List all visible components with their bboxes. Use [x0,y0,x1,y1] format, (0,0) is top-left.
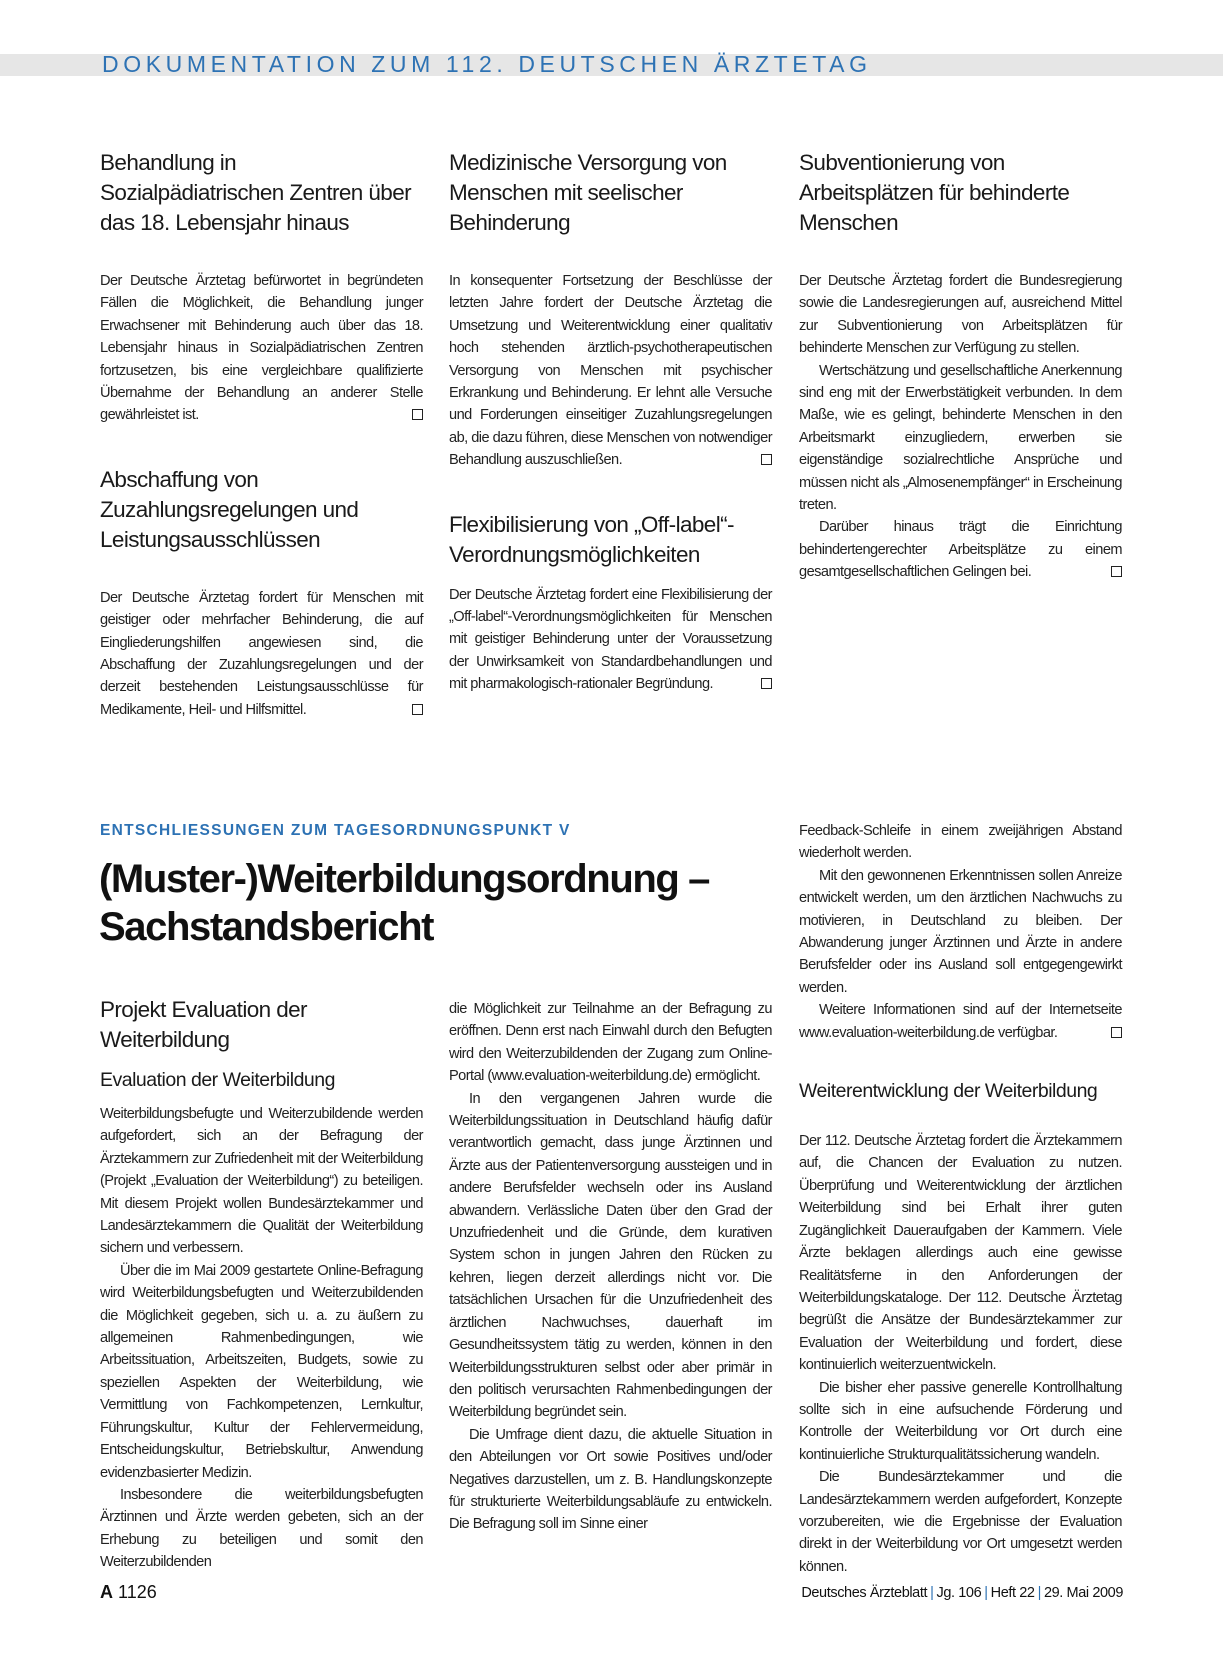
end-mark-icon [412,704,423,715]
journal-name: Deutsches Ärzteblatt [801,1585,928,1601]
top-column-1 [100,148,423,721]
end-mark-icon [412,409,423,420]
article-paragraph: Darüber hinaus trägt die Einrichtung behindertengerechter Arbeitsplätze zu einem gesamtgesellschaftlichen Gelingen bei. [799,519,1122,581]
bottom-column-3 [799,820,1122,1578]
journal-date: 29. Mai 2009 [1043,1585,1123,1601]
section-kicker: ENTSCHLIESSUNGEN ZUM TAGESORDNUNGSPUNKT V [100,822,571,839]
end-mark-icon [1111,566,1122,577]
top-column-2 [449,148,772,696]
section-heading: Projekt Evaluation der Weiterbildung [100,997,307,1052]
article-heading: Subventionierung von Arbeitsplätzen für behinderte Menschen [799,150,1070,235]
subsection-heading: Evaluation der Weiterbildung [100,1069,335,1091]
article-body: Der Deutsche Ärztetag befürwortet in begründeten Fällen die Möglichkeit, die Behandlung junger Erwachsener mit Behinderung auch über das 18. Lebensjahr hinaus in Sozialpädiatrischen Zentren fortzusetzen, bis eine vergleichbare qualifizierte Übernahme der Behandlung an anderer Stelle gewährleistet ist. [100,273,423,424]
journal-citation: Deutsches Ärzteblatt | Jg. 106 | Heft 22 | 29. Mai 2009 [801,1585,1123,1601]
article-paragraph: Die Umfrage dient dazu, die aktuelle Situation in den Abteilungen vor Ort sowie Positives und/oder Negatives darzustellen, um z. B. Handlungskonzepte für strukturierte Weiterbildungsabläufe zu entwickeln. Die Befragung soll im Sinne einer [449,1426,772,1533]
article-paragraph: In den vergangenen Jahren wurde die Weiterbildungssituation in Deutschland häufig dafür verantwortlich gemacht, dass junge Ärztinnen und Ärzte aus der Patientenversorgung aussteigen und in andere Berufsfelder wechseln oder ins Ausland abwandern. Verlässliche Daten über den Grad der Unzufriedenheit und die Gründe, dem kurativen System schon in jungen Jahren den Rücken zu kehren, liegen derzeit allerdings nicht vor. Die tatsächlichen Ursachen für die Unzufriedenheit des ärztlichen Nachwuchses, dauerhaft im Gesundheitssystem tätig zu werden, können in den Weiterbildungsstrukturen selbst oder aber primär in den politisch verursachten Rahmenbedingungen der Weiterbildung begründet sein. [449,1090,772,1421]
end-mark-icon [761,454,772,465]
main-title: (Muster-)Weiterbildungsordnung – Sachstandsbericht [99,857,709,949]
article-paragraph: Der Deutsche Ärztetag fordert die Bundesregierung sowie die Landesregierungen auf, ausreichend Mittel zur Subventionierung von Arbeitsplätzen für behinderte Menschen zur Verfügung zu stellen. [799,273,1122,357]
article-paragraph: Die Bundesärztekammer und die Landesärztekammern werden aufgefordert, Konzepte vorzubereiten, wie die Ergebnisse der Evaluation direkt in der Weiterbildung vor Ort umgesetzt werden können. [799,1469,1122,1575]
section-heading: Weiterentwicklung der Weiterbildung [799,1080,1098,1103]
article-paragraph: Über die im Mai 2009 gestartete Online-Befragung wird Weiterbildungsbefugten und Weiterzubildenden die Möglichkeit gegeben, sich u. a. zu äußern zu allgemeinen Rahmenbedingungen, wie Arbeitssituation, Arbeitszeiten, Budgets, sowie zu speziellen Aspekten der Weiterbildung, wie Vermittlung von Fachkompetenzen, Lernkultur, Führungskultur, Kultur der Fehlervermeidung, Entscheidungskultur, Betriebskultur, Anwendung evidenzbasierter Medizin. [100,1262,423,1481]
article-paragraph: Insbesondere die weiterbildungsbefugten Ärztinnen und Ärzte werden gebeten, sich an der Erhebung zu beteiligen und somit den Weiterzubildenden [100,1486,423,1571]
article-heading: Behandlung in Sozialpädiatrischen Zentren über das 18. Lebensjahr hinaus [100,150,411,235]
article-body: Der Deutsche Ärztetag fordert für Menschen mit geistiger oder mehrfacher Behinderung, die auf Eingliederungshilfen angewiesen sind, die Abschaffung der Zuzahlungsregelungen und der derzeit bestehenden Leistungsausschlüsse für Medikamente, Heil- und Hilfsmittel. [100,589,423,718]
article-paragraph: Der 112. Deutsche Ärztetag fordert die Ärztekammern auf, die Chancen der Evaluation zu nutzen. Überprüfung und Weiterentwicklung der ärztlichen Weiterbildung sind bei Erhalt ihrer guten Zugänglichkeit Daueraufgaben der Kammern. Viele Ärzte beklagen allerdings auch eine gewisse Realitätsferne in den Anforderungen der Weiterbildungskataloge. Der 112. Deutsche Ärztetag begrüßt die Ansätze der Bundesärztekammer zur Evaluation der Weiterbildung und fordert, diese kontinuierlich weiterzuentwickeln. [799,1133,1122,1374]
article-body: In konsequenter Fortsetzung der Beschlüsse der letzten Jahre fordert der Deutsche Ärztetag die Umsetzung und Weiterentwicklung einer qualitativ hoch stehenden ärztlich-psychotherapeutischen Versorgung von Menschen mit psychischer Erkrankung und Behinderung. Er lehnt alle Versuche und Forderungen einseitiger Zuzahlungsregelungen ab, die dazu führen, diese Menschen von notwendiger Behandlung auszuschließen. [449,273,772,469]
bottom-column-2 [449,998,772,1536]
article-paragraph: Wertschätzung und gesellschaftliche Anerkennung sind eng mit der Erwerbstätigkeit verbunden. In dem Maße, wie es gelingt, behinderte Menschen in den Arbeitsmarkt einzugliedern, erwerben sie eigenständige sozialrechtliche Ansprüche und müssen nicht als „Almosenempfänger“ in Erscheinung treten. [799,362,1122,514]
article-paragraph: Weiterbildungsbefugte und Weiterzubildende werden aufgefordert, sich an der Befragung der Ärztekammern zur Zufriedenheit mit der Weiterbildung (Projekt „Evaluation der Weiterbildung“) zu beteiligen. Mit diesem Projekt wollen Bundesärztekammer und Landesärztekammern die Qualität der Weiterbildung sichern und verbessern. [100,1106,423,1257]
end-mark-icon [761,678,772,689]
article-paragraph: Mit den gewonnenen Erkenntnissen sollen Anreize entwickelt werden, um den ärztlichen Nachwuchs zu motivieren, in Deutschland zu bleiben. Der Abwanderung junger Ärztinnen und Ärzte in andere Berufsfelder oder ins Ausland soll entgegengewirkt werden. [799,867,1122,996]
article-paragraph: Die bisher eher passive generelle Kontrollhaltung sollte sich in eine aufsuchende Förderung und Kontrolle der Weiterbildung vor Ort durch eine kontinuierliche Strukturqualitätssicherung wandeln. [799,1379,1122,1463]
article-heading: Flexibilisierung von „Off-label“-Verordnungsmöglichkeiten [449,511,734,567]
article-paragraph: Feedback-Schleife in einem zweijährigen Abstand wiederholt werden. [799,823,1122,862]
page-number: A 1126 [100,1582,157,1602]
bottom-column-1 [100,995,423,1574]
journal-volume: Jg. 106 [936,1585,982,1601]
article-heading: Abschaffung von Zuzahlungsregelungen und Leistungsausschlüssen [100,466,359,552]
journal-issue: Heft 22 [990,1585,1035,1601]
top-column-3 [799,148,1122,584]
article-paragraph: die Möglichkeit zur Teilnahme an der Befragung zu eröffnen. Denn erst nach Einwahl durch den Befugten wird den Weiterzubildenden der Zugang zum Online-Portal (www.evaluation-weiterbildung.de) ermöglicht. [449,1001,772,1085]
end-mark-icon [1111,1027,1122,1038]
article-heading: Medizinische Versorgung von Menschen mit seelischer Behinderung [449,150,727,235]
article-paragraph: Weitere Informationen sind auf der Internetseite www.evaluation-weiterbildung.de verfügbar. [799,1002,1122,1041]
article-body: Der Deutsche Ärztetag fordert eine Flexibilisierung der „Off-label“-Verordnungsmöglichkeiten für Menschen mit geistiger Behinderung unter der Voraussetzung der Unwirksamkeit von Standardbehandlungen und mit pharmakologisch-rationaler Begründung. [449,586,772,693]
section-header: DOKUMENTATION ZUM 112. DEUTSCHEN ÄRZTETAG [102,51,872,77]
